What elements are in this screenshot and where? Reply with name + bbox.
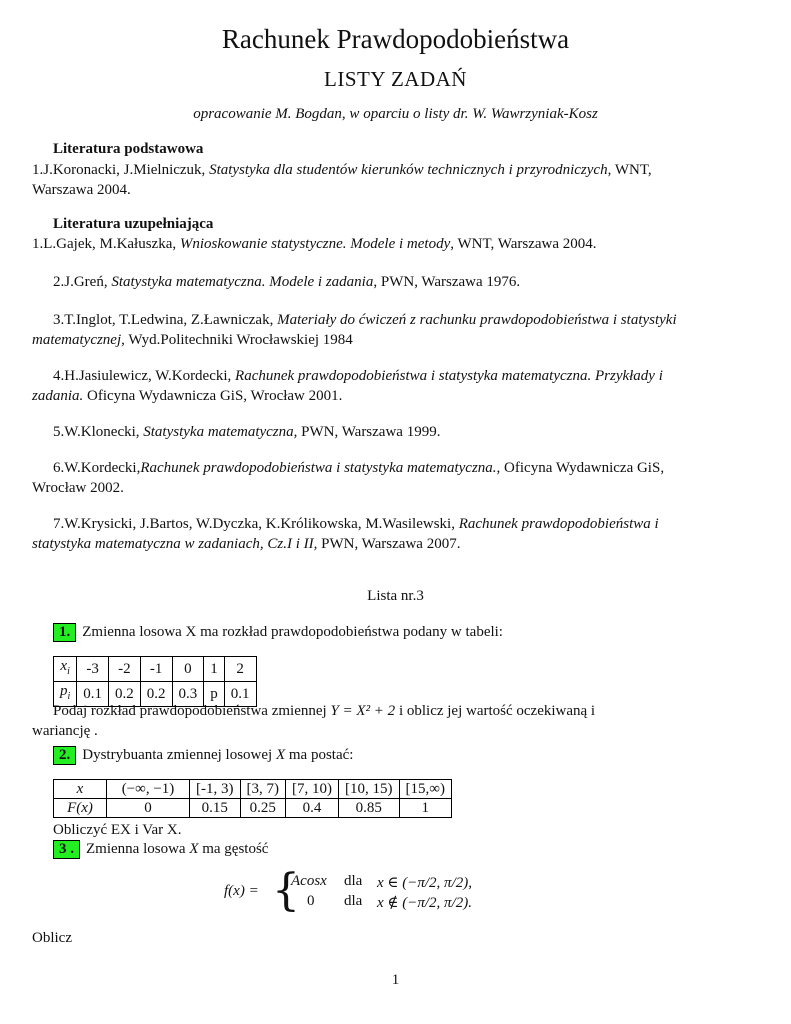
table-cell: 0.25 xyxy=(240,799,286,818)
table-cell: -3 xyxy=(77,657,109,682)
lit-basic-item-1: 1.J.Koronacki, J.Mielniczuk, Statystyka dla studentów kierunków technicznych i przyrodniczych, WNT, Warszawa 2004. xyxy=(32,162,652,198)
table-cell: 1 xyxy=(204,657,225,682)
table-cell: 0.1 xyxy=(224,682,256,707)
table-cell: [-1, 3) xyxy=(190,780,241,799)
task-3-number: 3 . xyxy=(53,840,80,859)
table-cell: [3, 7) xyxy=(240,780,286,799)
task-2-question: Obliczyć EX i Var X. xyxy=(53,822,182,838)
lit-extra-item-7: 7.W.Krysicki, J.Bartos, W.Dyczka, K.Królikowska, M.Wasilewski, Rachunek prawdopodobieństwa i statystyka matematyczna w zadaniach, Cz.I i II, PWN, Warszawa 2007. xyxy=(32,516,659,552)
task-3-question: Oblicz xyxy=(32,930,72,946)
task-1-number: 1. xyxy=(53,623,76,642)
density-lhs: f(x) = xyxy=(224,883,259,899)
task-2-table xyxy=(53,779,452,818)
table-cell: 0.85 xyxy=(339,799,400,818)
lit-extra-item-2: 2.J.Greń, Statystyka matematyczna. Modele i zadania, PWN, Warszawa 1976. xyxy=(53,274,521,290)
table-cell: x xyxy=(54,780,107,799)
task-3-statement: 3 . Zmienna losowa X ma gęstość xyxy=(53,840,268,859)
table-cell: $p_i$ xyxy=(54,682,77,707)
lit-extra-item-4: 4.H.Jasiulewicz, W.Kordecki, Rachunek prawdopodobieństwa i statystyka matematyczna. Przykłady i zadania. Oficyna Wydawnicza GiS, Wrocław 2001. xyxy=(32,368,663,404)
author-line: opracowanie M. Bogdan, w oparciu o listy dr. W. Wawrzyniak-Kosz xyxy=(193,106,598,122)
table-cell: $x_i$ xyxy=(54,657,77,682)
table-cell: 2 xyxy=(224,657,256,682)
page-number: 1 xyxy=(391,972,400,988)
table-cell: 0.15 xyxy=(190,799,241,818)
density-case-2: 0 dla x ∉ (−π/2, π/2). xyxy=(307,893,472,911)
table-cell: 0 xyxy=(172,657,204,682)
task-2-statement: 2. Dystrybuanta zmiennej losowej X ma postać: xyxy=(53,746,353,765)
table-cell: F(x) xyxy=(54,799,107,818)
table-cell: 0.2 xyxy=(109,682,141,707)
lit-extra-item-3: 3.T.Inglot, T.Ledwina, Z.Ławniczak, Materiały do ćwiczeń z rachunku prawdopodobieństwa i statystyki matematycznej, Wyd.Politechniki Wrocławskiej 1984 xyxy=(32,312,677,348)
table-cell: (−∞, −1) xyxy=(107,780,190,799)
lit-extra-item-5: 5.W.Klonecki, Statystyka matematyczna, PWN, Warszawa 1999. xyxy=(53,424,441,440)
table-cell: [15,∞) xyxy=(399,780,451,799)
lit-extra-item-1: 1.L.Gajek, M.Kałuszka, Wnioskowanie statystyczne. Modele i metody, WNT, Warszawa 2004. xyxy=(32,236,597,252)
table-cell: -2 xyxy=(109,657,141,682)
table-cell: 0.2 xyxy=(140,682,172,707)
table-cell: 0.1 xyxy=(77,682,109,707)
task-1-table xyxy=(53,656,257,707)
list-title: Lista nr.3 xyxy=(367,588,424,604)
table-cell: [10, 15) xyxy=(339,780,400,799)
table-cell: [7, 10) xyxy=(286,780,339,799)
document-subtitle: LISTY ZADAŃ xyxy=(324,67,467,91)
table-cell: 1 xyxy=(399,799,451,818)
table-cell: -1 xyxy=(140,657,172,682)
task-1-question: Podaj rozkład prawdopodobieństwa zmiennej Y = X² + 2 i oblicz jej wartość oczekiwaną i xyxy=(53,703,596,719)
table-cell: p xyxy=(204,682,225,707)
table-row xyxy=(54,657,257,682)
task-2-number: 2. xyxy=(53,746,76,765)
document-title: Rachunek Prawdopodobieństwa xyxy=(221,24,570,54)
table-row xyxy=(54,780,452,799)
table-cell: 0.3 xyxy=(172,682,204,707)
brace-glyph: { xyxy=(272,865,300,916)
task-1-statement: 1. Zmienna losowa X ma rozkład prawdopodobieństwa podany w tabeli: xyxy=(53,623,503,642)
lit-extra-item-6: 6.W.Kordecki,Rachunek prawdopodobieństwa i statystyka matematyczna., Oficyna Wydawnicza GiS, Wrocław 2002. xyxy=(32,460,665,496)
lit-extra-heading: Literatura uzupełniająca xyxy=(53,216,214,232)
table-cell: 0 xyxy=(107,799,190,818)
task-1-question-cont: wariancję . xyxy=(32,723,98,739)
table-row xyxy=(54,799,452,818)
density-case-1: Acosx dla x ∈ (−π/2, π/2), xyxy=(291,873,472,891)
table-cell: 0.4 xyxy=(286,799,339,818)
lit-basic-heading: Literatura podstawowa xyxy=(53,141,204,157)
